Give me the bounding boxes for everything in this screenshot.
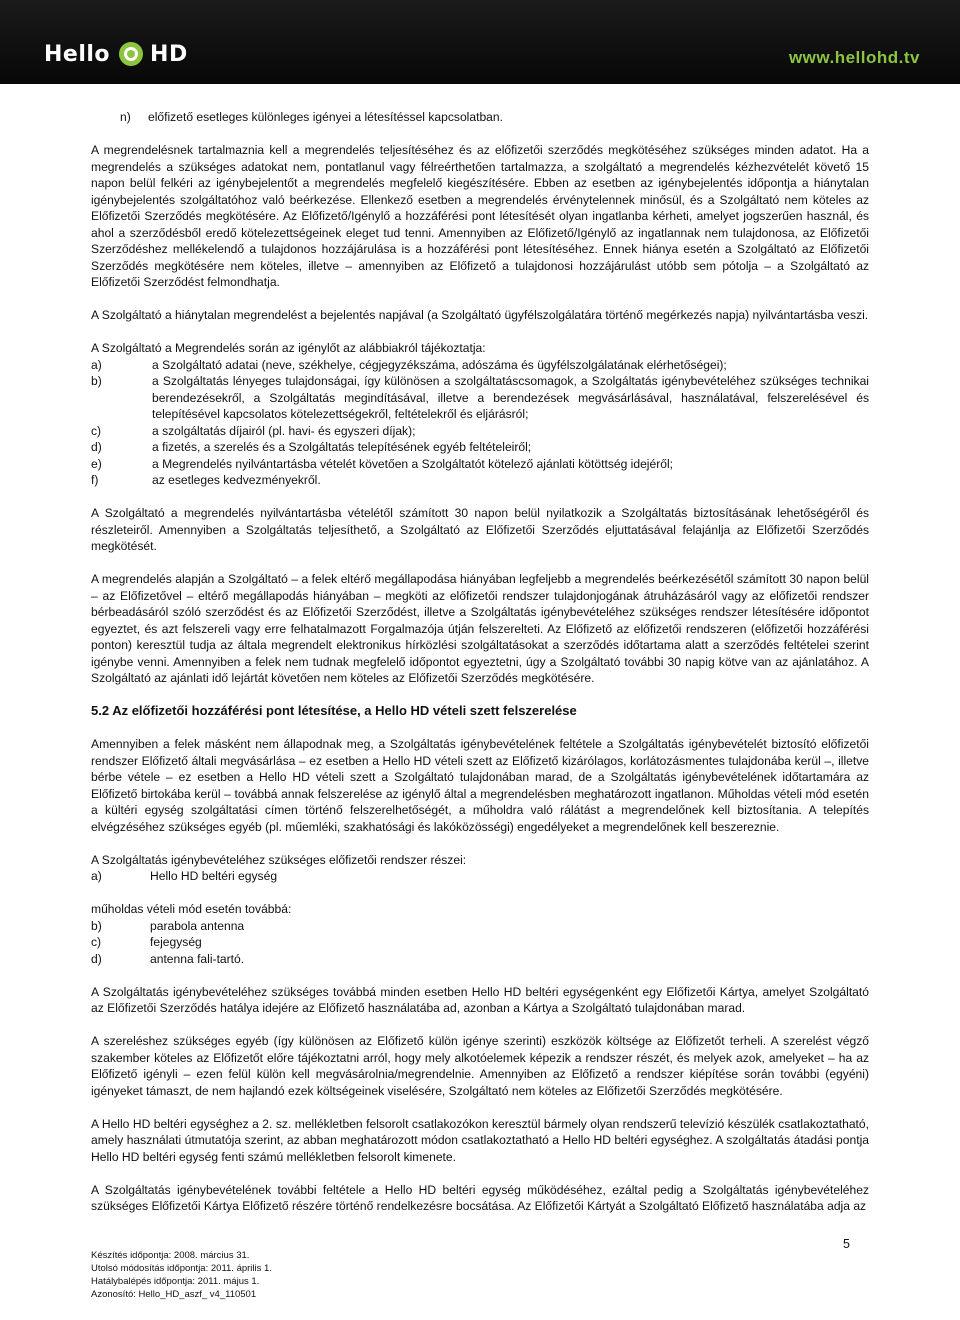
list-text: Hello HD beltéri egység [150, 869, 278, 883]
list-text: antenna fali-tartó. [150, 951, 245, 966]
footer-created: Készítés időpontja: 2008. március 31. [91, 1250, 250, 1261]
list-item [120, 109, 869, 126]
system-parts-block [91, 852, 869, 885]
logo-word-hello: Hello [44, 41, 111, 67]
paragraph-7-intro: A Szolgáltatás igénybevételéhez szükséges előfizetői rendszer részei: [91, 852, 467, 867]
list-label: c) [91, 935, 102, 949]
hello-hd-logo [44, 36, 188, 72]
list-text: az esetleges kedvezményekről. [152, 473, 321, 487]
list-item [91, 456, 869, 473]
footer-effective: Hatálybalépés időpontja: 2011. május 1. [91, 1276, 260, 1287]
list-text: előfizető esetleges különleges igényei a létesítéssel kapcsolatban. [148, 110, 503, 124]
list-label: n) [120, 110, 131, 124]
list-item [91, 951, 869, 968]
paragraph-4: A Szolgáltató a megrendelés nyilvántartásba vételétől számított 30 napon belül nyilatkozik a Szolgáltatás biztosításának lehetőségéről és részleteiről. Amennyiben a Szolgáltatás teljesíthető, a Szolgáltató az Előfizetői Szerződés eljuttatásával felajánlja az Előfizetői Szerződés megkötését. [91, 506, 869, 553]
list-item [91, 373, 869, 423]
info-list-block [91, 340, 869, 489]
paragraph-1: A megrendelésnek tartalmaznia kell a megrendelés teljesítéséhez és az előfizetői szerződés megkötéséhez szükséges minden adatot. Ha a megrendelés a szükséges adatokat nem, pontatlanul vagy félreérthetően tartalmazza, a szolgáltató a megrendelés kézhezvételét követő 15 napon belül felkéri az igénybejelentőt a megrendelés megfelelő kiegészítésére. Ebben az esetben az igénybejelentés időpontja a hiánytalan igénybejelentés szolgáltatóhoz való beérkezése. Ellenkező esetben a megrendelés érvénytelennek minősül, és a Szolgáltató nem köteles az Előfizetői Szerződés megkötésére. Az Előfizető/Igénylő a hozzáférési pont létesítését olyan ingatlanba kérheti, amelyet jogszerűen használ, és ahol a szerződésből eredő kötelezettségeinek eleget tud tenni. Amennyiben az Előfizető/Igénylő az ingatlannak nem tulajdonosa, az Előfizetői Szerződéshez mellékelendő a tulajdonos hozzájárulása is a hozzáférési pont létesítéséhez. Ennek hiánya esetén a Szolgáltató az Előfizetői Szerződés megkötésére nem köteles, illetve – amennyiben az Előfizető a tulajdonosi hozzájárulást utóbb sem pótolja – a Szolgáltató az Előfizetői Szerződést felmondhatja. [91, 143, 869, 289]
list-label: f) [91, 473, 99, 487]
list-item [91, 868, 869, 885]
paragraph-6: Amennyiben a felek másként nem állapodnak meg, a Szolgáltatás igénybevételének feltétele a Szolgáltatás igénybevételét biztosító előfizetői rendszer Előfizető általi megvásárlása – ez esetben a Hello HD vételi szett az Előfizető kizárólagos, korlátozásmentes tulajdonába kerül –, illetve bérbe vétele – ez esetben a Hello HD vételi szett a Szolgáltató tulajdonában marad, de a Szolgáltatás igénybevételének időtartamára az Előfizető birtokába kerül – továbbá annak felszerelése az igénylő által a megrendelésben meghatározott ingatlanon. Műholdas vételi mód esetén a kültéri egység szolgáltatási címen történő felszerelhetőségét, a műholdra való rálátást a megrendelőnek kell biztosítania. A telepítés elvégzéséhez szükséges egyéb (pl. műemléki, szakhatósági és lakóközösségi) engedélyeket a megrendelőnek kell beszereznie. [91, 737, 869, 834]
paragraph-3-intro: A Szolgáltató a Megrendelés során az igénylőt az alábbiakról tájékoztatja: [91, 341, 486, 355]
paragraph-9: A Szolgáltatás igénybevételéhez szükséges továbbá minden esetben Hello HD beltéri egységenként egy Előfizetői Kártya, amelyet Szolgáltató az Előfizetői Szerződés hatálya idejére az Előfizető használatába ad, azonban a Kártya a Szolgáltató tulajdonában marad. [91, 984, 869, 1015]
list-text: a Szolgáltatás lényeges tulajdonságai, így különösen a szolgáltatáscsomagok, a Szolgáltatás igénybevételéhez szükséges technikai berendezésekről, a Szolgáltatás megindításával, illetve a berendezések megvásárlásával, használatával, felszerelésével és telepítésével kapcsolatos kötelezettségekről, feltételekről és eljárásról; [152, 374, 869, 421]
paragraph-5: A megrendelés alapján a Szolgáltató – a felek eltérő megállapodása hiányában legfeljebb a megrendelés beérkezésétől számított 30 napon belül – az Előfizetővel – eltérő megállapodás hiányában – megköti az előfizetői rendszer tulajdonjogának átruházásáról vagy az előfizetői rendszer bérbeadásáról szóló szerződést és az Előfizetői Szerződést, illetve a Szolgáltatás igénybevételéhez szükséges rendszer létesítésére időpontot egyeztet, és azt felszereli vagy erre felhatalmazott Forgalmazója útján felszerelteti. Az Előfizető az előfizetői rendszeren (előfizetői hozzáférési ponton) keresztül tudja az általa megrendelt elektronikus hírközlési szolgáltatásokat a szerződés időtartama alatt a szerződés feltételei szerint igénybe venni. Amennyiben a felek nem tudnak megfelelő időpontot egyeztetni, úgy a Szolgáltató további 30 napig kötve van az ajánlatához. A Szolgáltató az ajánlati idő lejártát követően nem köteles az Előfizetői Szerződés megkötésére. [91, 572, 869, 685]
document-body [91, 109, 869, 1231]
satellite-parts-block [91, 901, 869, 967]
list-text: parabola antenna [150, 918, 245, 933]
list-label: b) [91, 918, 102, 933]
logo-globe-icon [118, 41, 144, 67]
list-item [91, 918, 869, 935]
paragraph-11: A Hello HD beltéri egységhez a 2. sz. mellékletben felsorolt csatlakozókon keresztül bármely olyan rendszerű televízió készülék csatlakoztatható, amely használati útmutatója szerint, az abban meghatározott módon csatlakoztatható a Hello HD beltéri egységhez. A szolgáltatás átadási pontja Hello HD beltéri egység fenti számú mellékletben felsorolt kimenete. [91, 1116, 869, 1164]
list-label: a) [91, 357, 102, 372]
list-label: c) [91, 423, 102, 438]
list-label: b) [91, 374, 102, 388]
list-label: e) [91, 456, 102, 471]
list-text: a fizetés, a szerelés és a Szolgáltatás telepítésének egyéb feltételeiről; [152, 440, 532, 454]
list-item [91, 423, 869, 440]
paragraph-12: A Szolgáltatás igénybevételének további feltétele a Hello HD beltéri egység működéséhez, ezáltal pedig a Szolgáltatás igénybevételéhez szükséges Előfizetői Kártya Előfizető részére történő rendelkezésre bocsátása. Az Előfizetői Kártyát a Szolgáltató Előfizető használatába adja az [91, 1182, 869, 1213]
paragraph-8-intro: műholdas vételi mód esetén továbbá: [91, 902, 292, 916]
list-text: fejegység [150, 935, 202, 949]
section-heading: 5.2 Az előfizetői hozzáférési pont létesítése, a Hello HD vételi szett felszerelése [91, 703, 577, 718]
footer-modified: Utolsó módosítás időpontja: 2011. április 1. [91, 1263, 272, 1274]
paragraph-2: A Szolgáltató a hiánytalan megrendelést a bejelentés napjával (a Szolgáltató ügyfélszolgálatára történő megérkezés napja) nyilvántartásba veszi. [91, 308, 869, 322]
page-number: 5 [843, 1237, 850, 1251]
list-text: a szolgáltatás díjairól (pl. havi- és egyszeri díjak); [152, 423, 416, 438]
document-footer [91, 1249, 272, 1301]
list-item [91, 934, 869, 951]
list-text: a Szolgáltató adatai (neve, székhelye, cégjegyzékszáma, adószáma és ügyfélszolgálatának elérhetőségei); [152, 357, 727, 372]
list-label: d) [91, 951, 102, 966]
header-bar [0, 0, 960, 84]
list-item [91, 357, 869, 374]
list-label: d) [91, 440, 102, 454]
list-text: a Megrendelés nyilvántartásba vételét követően a Szolgáltatót kötelező ajánlati kötöttség idejéről; [152, 456, 674, 471]
logo-word-hd: HD [150, 41, 188, 67]
list-item [91, 439, 869, 456]
footer-identifier: Azonosító: Hello_HD_aszf_ v4_110501 [91, 1289, 257, 1300]
paragraph-10: A szereléshez szükséges egyéb (így különösen az Előfizető külön igénye szerinti) eszközök költsége az Előfizetőt terheli. A szerelést végző szakember köteles az Előfizetőt előre tájékoztatni arról, hogy mely alkotóelemek képezik a rendszer részét, és melyek azok, amelyeket – ha az Előfizető igényli – ezen felül külön kell megvásárolnia/megrendelnie. Amennyiben az Előfizető a rendszer kiépítése során további (egyéni) igényeket támaszt, de nem hajlandó ezek költségeinek viselésére, Szolgáltató nem köteles az Előfizetői Szerződés megkötésére. [91, 1034, 869, 1098]
list-label: a) [91, 869, 102, 883]
list-item [91, 472, 869, 489]
header-url: www.hellohd.tv [788, 48, 920, 67]
